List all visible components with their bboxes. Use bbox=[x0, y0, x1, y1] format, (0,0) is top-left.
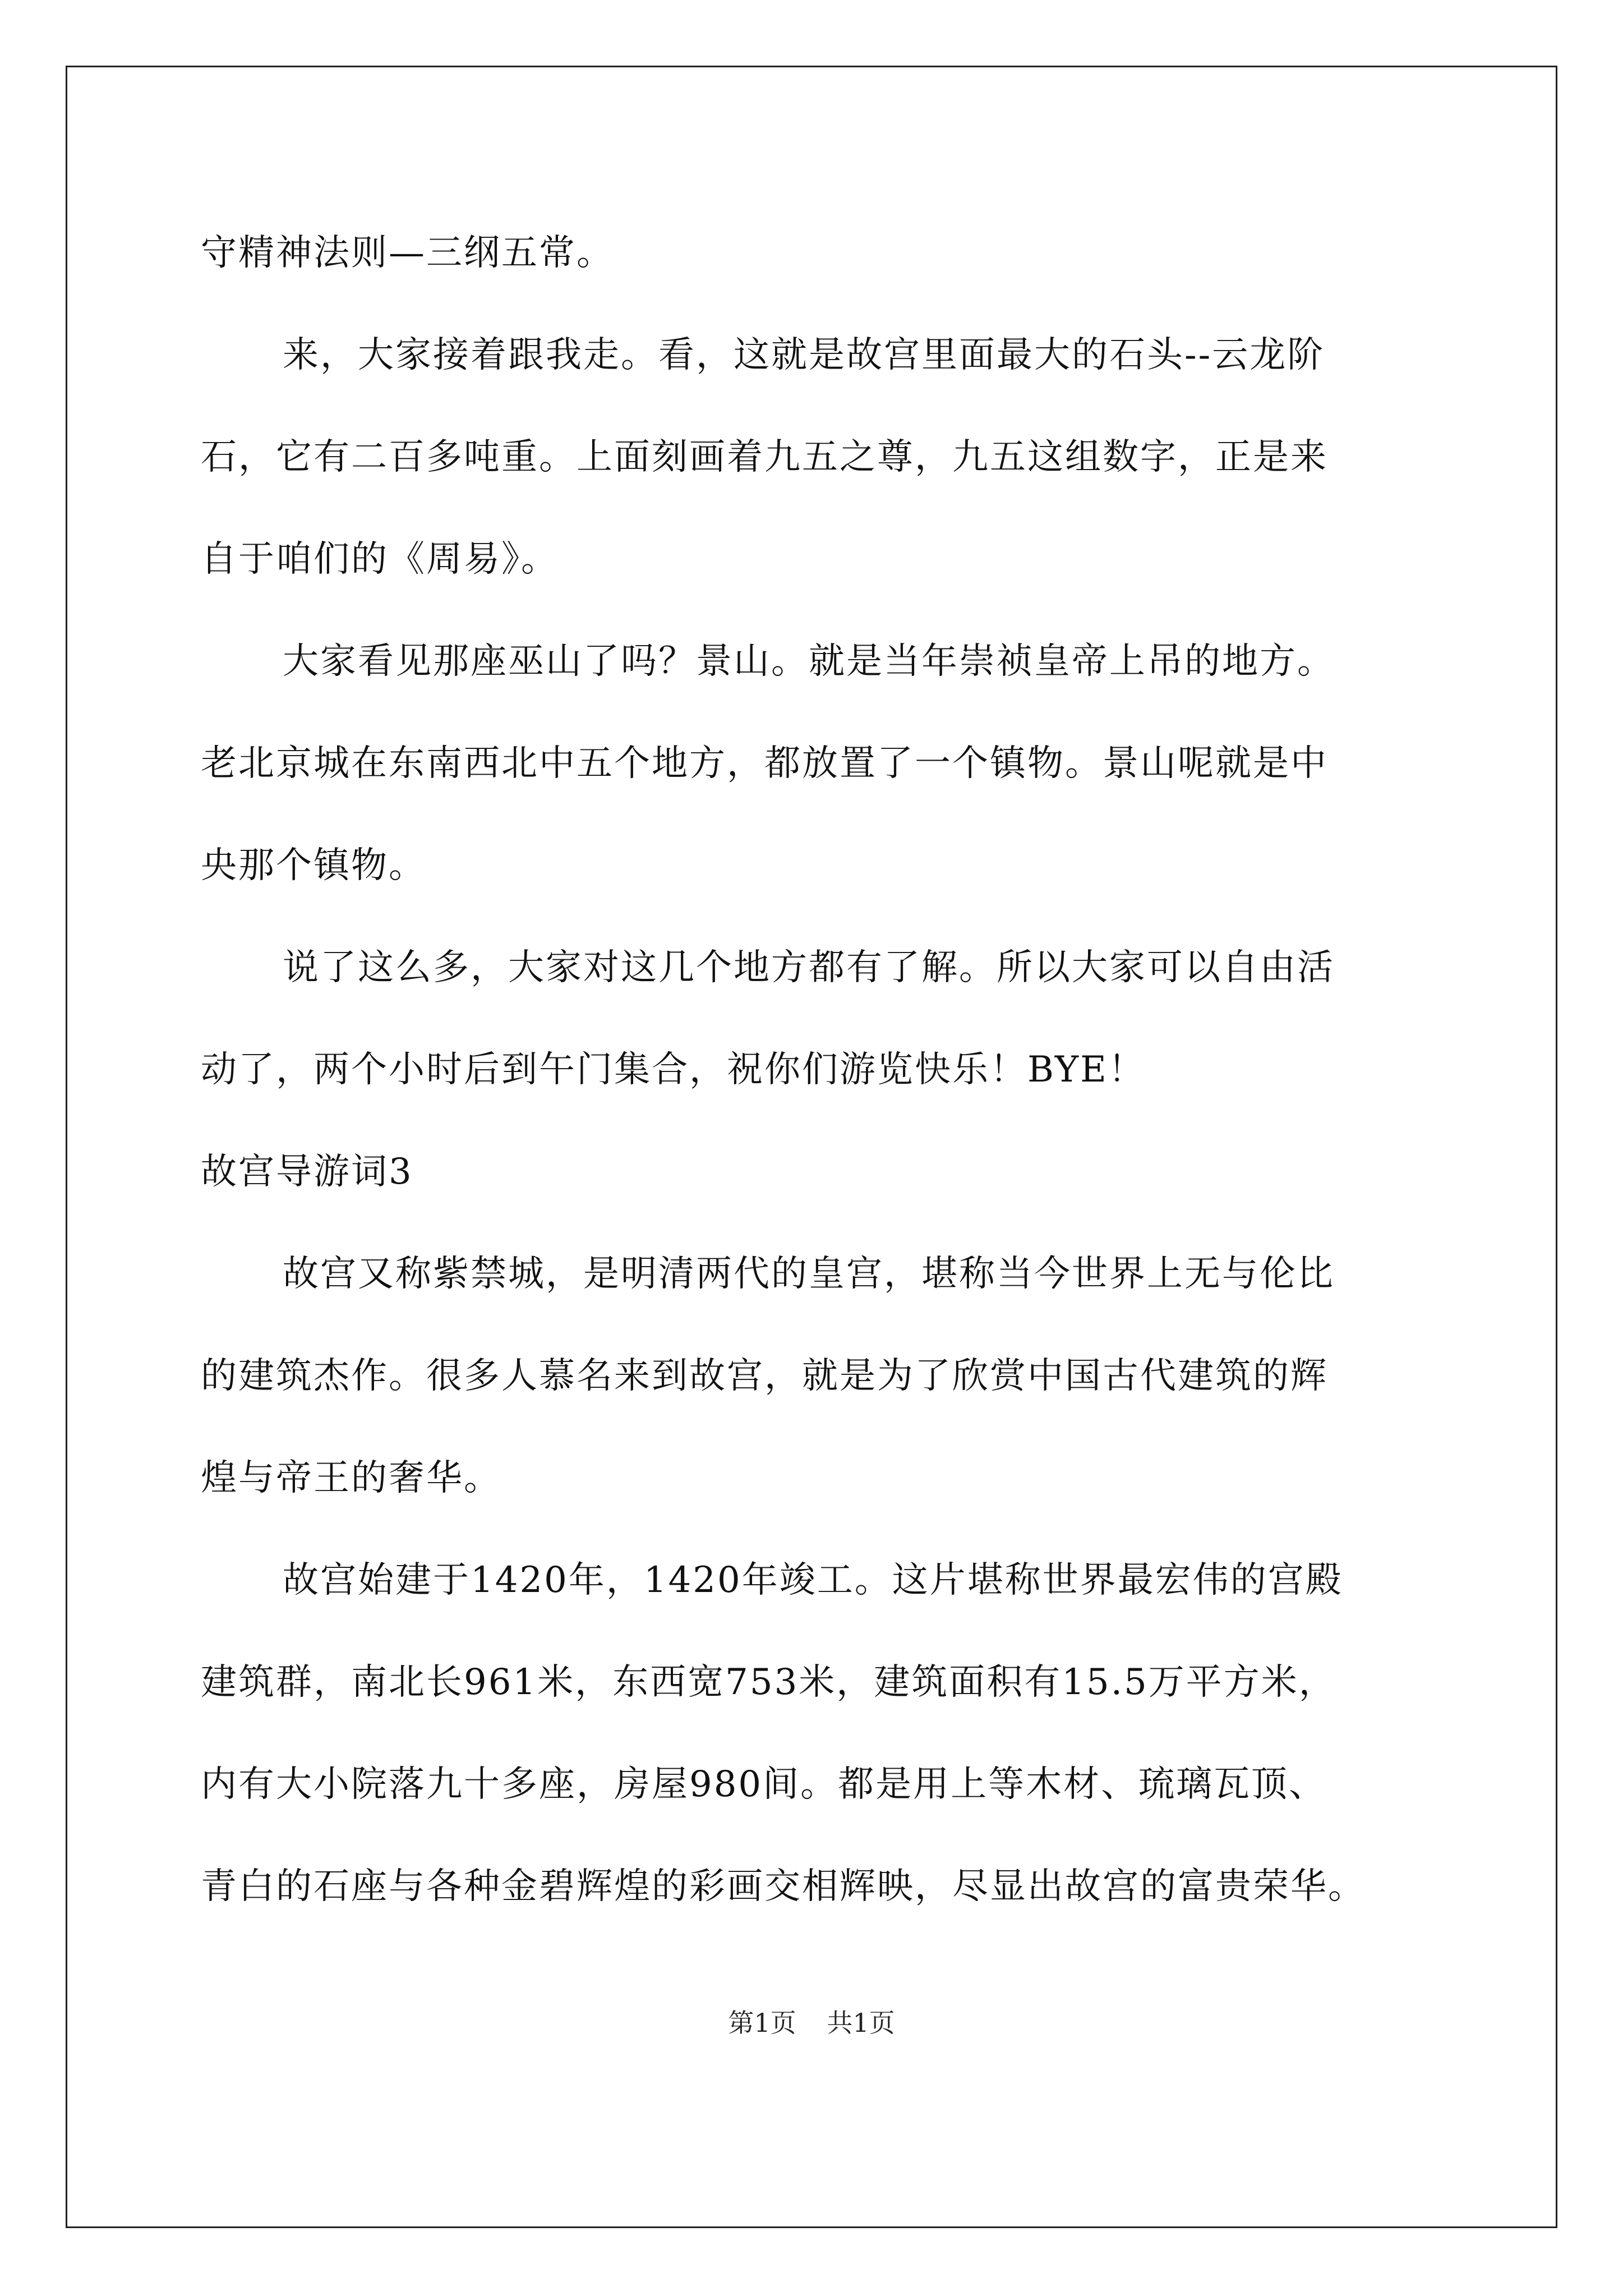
text-line: 的建筑杰作。很多人慕名来到故宫，就是为了欣赏中国古代建筑的辉 bbox=[201, 1355, 1328, 1397]
text-line: 建筑群，南北长961米，东西宽753米，建筑面积有15.5万平方米， bbox=[201, 1662, 1336, 1703]
paragraph-start-line: 来，大家接着跟我走。看，这就是故宫里面最大的石头--云龙阶 bbox=[283, 334, 1325, 376]
text-line: 央那个镇物。 bbox=[201, 845, 426, 886]
paragraph-start-line: 故宫又称紫禁城，是明清两代的皇宫，堪称当今世界上无与伦比 bbox=[283, 1253, 1335, 1295]
page-number: 第1页 bbox=[728, 2008, 796, 2038]
text-line: 石，它有二百多吨重。上面刻画着九五之尊，九五这组数字，正是来 bbox=[201, 436, 1328, 478]
text-line: 内有大小院落九十多座，房屋980间。都是用上等木材、琉璃瓦顶、 bbox=[201, 1764, 1327, 1805]
document-body bbox=[201, 202, 1429, 1938]
text-line: 老北京城在东南西北中五个地方，都放置了一个镇物。景山呢就是中 bbox=[201, 743, 1328, 784]
text-line: 动了，两个小时后到午门集合，祝你们游览快乐！BYE！ bbox=[201, 1049, 1146, 1091]
page-footer bbox=[0, 2003, 1623, 2040]
text-line: 守精神法则—三纲五常。 bbox=[201, 232, 614, 274]
text-line: 自于咱们的《周易》。 bbox=[201, 539, 559, 580]
section-heading: 故宫导游词3 bbox=[201, 1151, 413, 1193]
paragraph-start-line: 大家看见那座巫山了吗？景山。就是当年崇祯皇帝上吊的地方。 bbox=[283, 641, 1335, 682]
text-line: 煌与帝王的奢华。 bbox=[201, 1457, 501, 1499]
text-line: 青白的石座与各种金碧辉煌的彩画交相辉映，尽显出故宫的富贵荣华。 bbox=[201, 1866, 1366, 1907]
paragraph-start-line: 说了这么多，大家对这几个地方都有了解。所以大家可以自由活 bbox=[283, 947, 1335, 988]
page-total: 共1页 bbox=[827, 2008, 895, 2038]
paragraph-start-line: 故宫始建于1420年，1420年竣工。这片堪称世界最宏伟的宫殿 bbox=[283, 1559, 1343, 1601]
